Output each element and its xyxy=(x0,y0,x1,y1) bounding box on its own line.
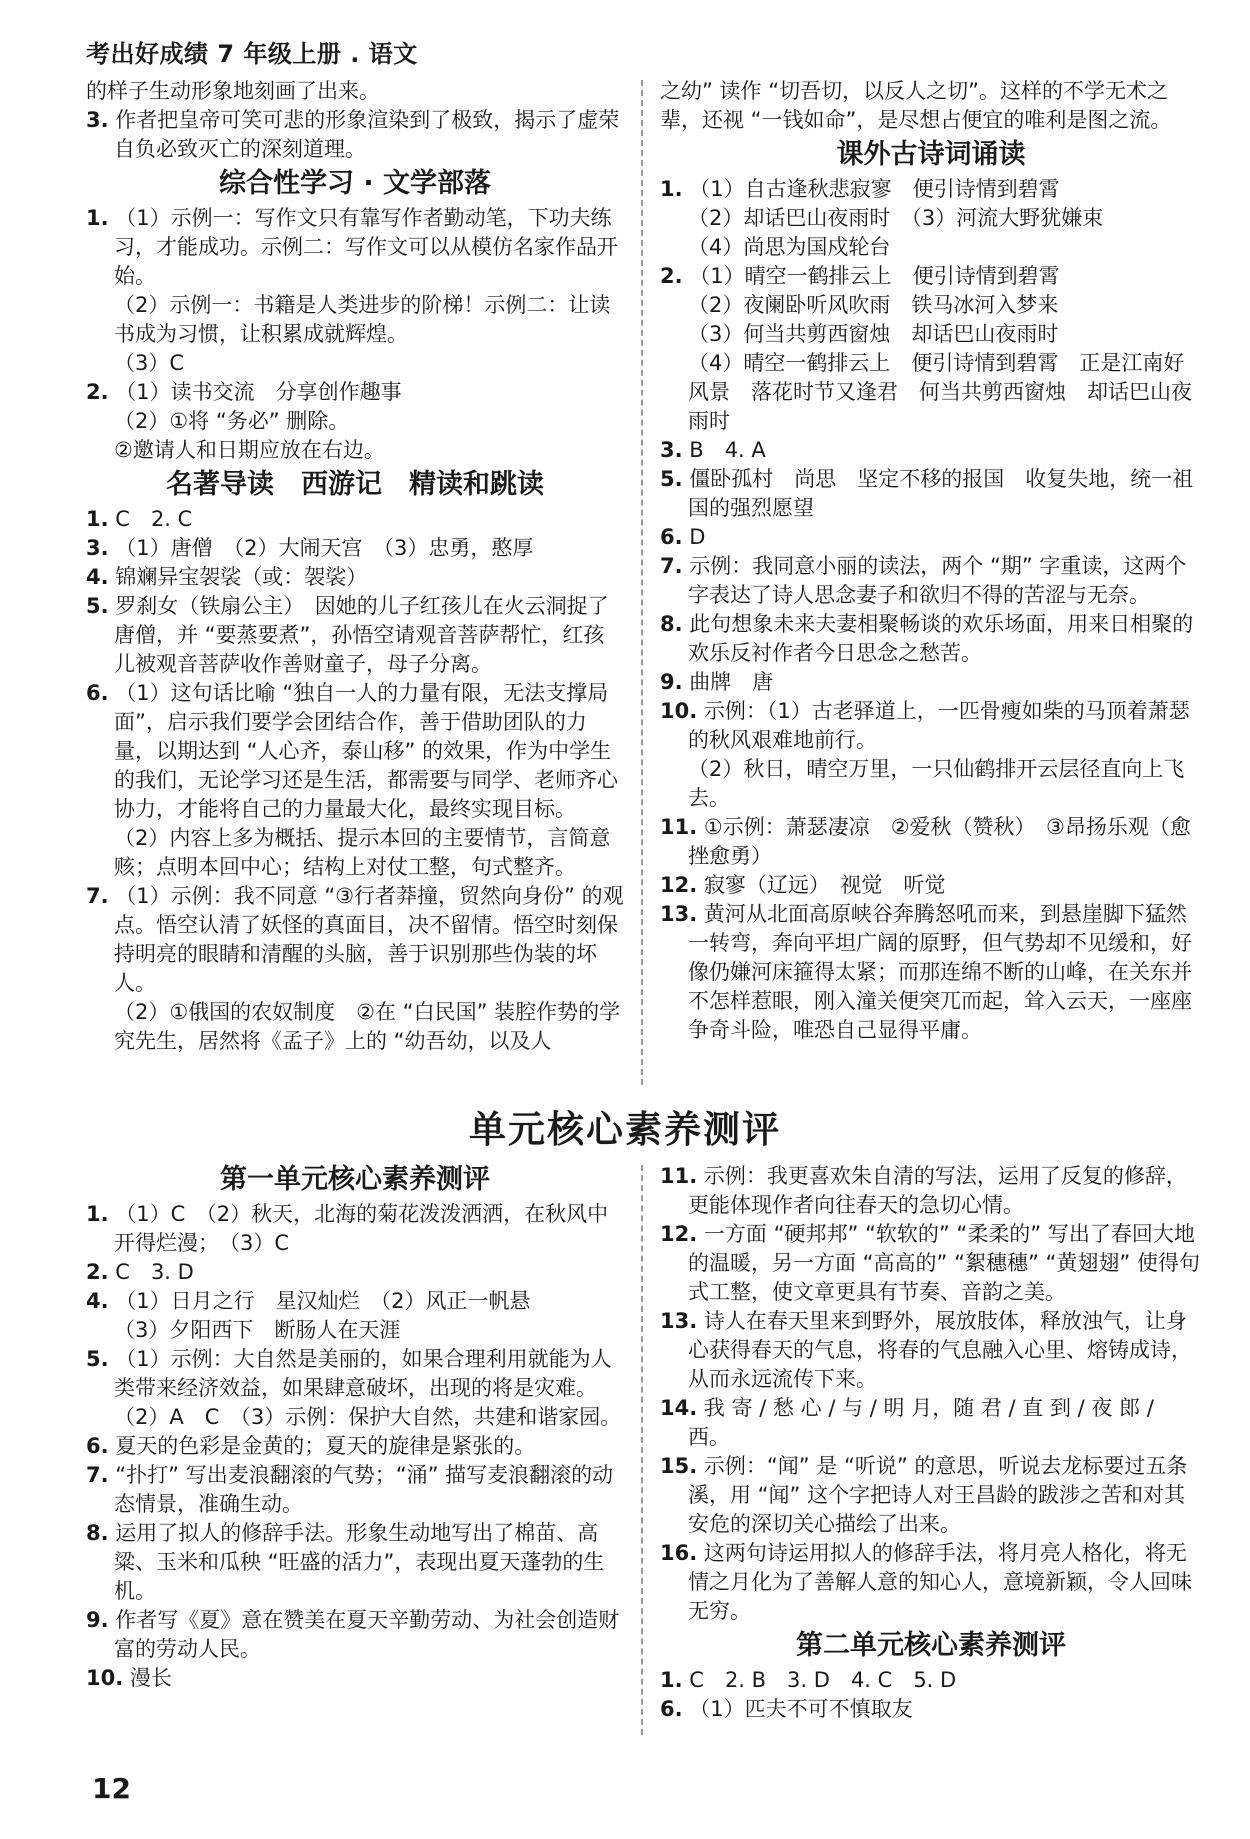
item-text: C 2. C xyxy=(115,507,193,531)
answer-item xyxy=(86,1461,624,1519)
item-text: （1）C （2）秋天，北海的菊花泼泼洒洒，在秋风中开得烂漫； （3）C xyxy=(114,1202,609,1255)
item-text: 一方面 “硬邦邦” “软软的” “柔柔的” 写出了春回大地的温暖，另一方面 “高高的” “絮穗穗” “黄翅翅” 使得句式工整，使文章更具有节奏、音韵之美。 xyxy=(688,1222,1200,1304)
item-number: 12. xyxy=(660,873,698,897)
item-text: 这两句诗运用拟人的修辞手法，将月亮人格化，将无情之月化为了善解人意的知心人，意境新颖，令人回味无穷。 xyxy=(688,1541,1192,1623)
item-number: 5. xyxy=(86,594,109,618)
bottom-right-column xyxy=(660,1162,1202,1724)
item-number: 6. xyxy=(660,1697,683,1721)
item-number: 2. xyxy=(86,380,109,404)
answer-subline: （4）尚思为国戍轮台 xyxy=(688,235,891,259)
item-text: （1）示例：大自然是美丽的，如果合理利用就能为人类带来经济效益，如果肆意破坏，出现的将是灾难。 xyxy=(114,1347,612,1400)
answer-subline: （2）A C （3）示例：保护大自然，共建和谐家园。 xyxy=(114,1405,622,1429)
item-text: 曲牌 唐 xyxy=(689,670,774,694)
answer-item xyxy=(660,465,1202,523)
item-text: C 3. D xyxy=(115,1260,194,1284)
item-number: 2. xyxy=(86,1260,109,1284)
answer-subline: （2）秋日，晴空万里，一只仙鹤排开云层径直向上飞去。 xyxy=(688,757,1185,810)
answer-item xyxy=(660,668,1202,697)
item-text: 僵卧孤村 尚思 坚定不移的报国 收复失地，统一祖国的强烈愿望 xyxy=(688,467,1194,520)
answer-item xyxy=(86,882,624,998)
item-number: 14. xyxy=(660,1396,698,1420)
item-text: “扑打” 写出麦浪翻滚的气势；“涌” 描写麦浪翻滚的动态情景，准确生动。 xyxy=(114,1463,614,1516)
answer-item xyxy=(660,900,1202,1045)
item-number: 6. xyxy=(660,525,683,549)
answer-item xyxy=(86,1606,624,1664)
item-number: 12. xyxy=(660,1222,698,1246)
item-text: （1）示例一：写作文只有靠写作者勤动笔，下功夫练习，才能成功。示例二：写作文可以从模仿名家作品开始。 xyxy=(114,206,618,288)
item-number: 6. xyxy=(86,681,109,705)
item-number: 6. xyxy=(86,1434,109,1458)
answer-item xyxy=(660,1307,1202,1394)
section-heading: 名著导读 西游记 精读和跳读 xyxy=(166,469,544,500)
item-text: 作者写《夏》意在赞美在夏天辛勤劳动、为社会创造财富的劳动人民。 xyxy=(114,1608,620,1661)
item-text: 作者把皇帝可笑可悲的形象渲染到了极致，揭示了虚荣自负必致灭亡的深刻道理。 xyxy=(114,108,620,161)
answer-item xyxy=(660,1539,1202,1626)
item-text: 漫长 xyxy=(129,1666,172,1690)
item-number: 13. xyxy=(660,902,698,926)
item-text: （1）自古逢秋悲寂寥 便引诗情到碧霄 xyxy=(689,177,1060,201)
answer-item xyxy=(86,1287,624,1316)
item-number: 3. xyxy=(86,536,109,560)
answer-subline: ②邀请人和日期应放在右边。 xyxy=(114,438,385,462)
answer-item xyxy=(660,697,1202,755)
answer-item xyxy=(660,610,1202,668)
continuation-text: 之幼” 读作 “切吾切，以反人之切”。这样的不学无术之辈，还视 “一钱如命”，是尽想占便宜的唯利是图之流。 xyxy=(660,79,1172,132)
bottom-left-column xyxy=(86,1160,624,1693)
answer-item xyxy=(86,378,624,407)
answer-subline: （2）内容上多为概括、提示本回的主要情节，言简意赅；点明本回中心；结构上对仗工整，句式整齐。 xyxy=(114,826,611,879)
column-divider-top xyxy=(641,80,643,1085)
answer-subline: （3）何当共剪西窗烛 却话巴山夜雨时 xyxy=(688,322,1059,346)
item-number: 16. xyxy=(660,1541,698,1565)
item-number: 7. xyxy=(86,884,109,908)
item-text: 示例：（1）古老驿道上，一匹骨瘦如柴的马顶着萧瑟的秋风艰难地前行。 xyxy=(688,699,1190,752)
answer-item xyxy=(86,1664,624,1693)
answer-subline: （2）①俄国的农奴制度 ②在 “白民国” 装腔作势的学究先生，居然将《孟子》上的 “幼吾幼，以及人 xyxy=(114,1000,621,1053)
item-text: （1）晴空一鹤排云上 便引诗情到碧霄 xyxy=(689,264,1060,288)
item-text: 此句想象未来夫妻相聚畅谈的欢乐场面，用来日相聚的欢乐反衬作者今日思念之愁苦。 xyxy=(688,612,1194,665)
answer-item xyxy=(660,1162,1202,1220)
item-number: 11. xyxy=(660,1164,698,1188)
item-text: 示例：我同意小丽的读法，两个 “期” 字重读，这两个字表达了诗人思念妻子和欲归不得的苦涩与无奈。 xyxy=(688,554,1187,607)
answer-subline: （2）夜阑卧听风吹雨 铁马冰河入梦来 xyxy=(688,293,1059,317)
answer-item xyxy=(660,813,1202,871)
item-text: 示例：我更喜欢朱自清的写法，运用了反复的修辞，更能体现作者向往春天的急切心情。 xyxy=(688,1164,1187,1217)
answer-item xyxy=(86,204,624,291)
answer-item xyxy=(660,1695,1202,1724)
section-big-title: 单元核心素养测评 xyxy=(469,1108,781,1151)
page-header: 考出好成绩 7 年级上册 . 语文 xyxy=(86,40,418,68)
item-text: （1）这句话比喻 “独自一人的力量有限，无法支撑局面”，启示我们要学会团结合作，善于借助团队的力量，以期达到 “人心齐，泰山移” 的效果，作为中学生的我们，无论学习还是生活，都需要与同学、老师齐心协力，才能将自己的力量最大化，最终实现目标。 xyxy=(114,681,618,821)
answer-item xyxy=(86,679,624,824)
answer-item xyxy=(86,592,624,679)
item-number: 4. xyxy=(86,565,109,589)
item-number: 10. xyxy=(660,699,698,723)
item-number: 3. xyxy=(86,108,109,132)
item-number: 1. xyxy=(86,507,109,531)
item-text: ①示例：萧瑟凄凉 ②爱秋（赞秋） ③昂扬乐观（愈挫愈勇） xyxy=(688,815,1191,868)
answer-subline: （2）①将 “务必” 删除。 xyxy=(114,409,350,433)
answer-item xyxy=(660,1452,1202,1539)
item-number: 7. xyxy=(660,554,683,578)
item-text: 锦斓异宝袈裟（或：袈裟） xyxy=(115,565,368,589)
answer-item xyxy=(86,1432,624,1461)
answer-item xyxy=(86,534,624,563)
item-text: （1）读书交流 分享创作趣事 xyxy=(115,380,402,404)
answer-item xyxy=(86,1519,624,1606)
item-number: 5. xyxy=(86,1347,109,1371)
item-number: 9. xyxy=(86,1608,109,1632)
answer-item xyxy=(86,505,624,534)
section-heading: 第二单元核心素养测评 xyxy=(796,1630,1066,1661)
item-text: （1）日月之行 星汉灿烂 （2）风正一帆悬 xyxy=(115,1289,531,1313)
item-number: 15. xyxy=(660,1454,698,1478)
section-heading: 综合性学习 · 文学部落 xyxy=(218,168,492,199)
answer-item xyxy=(660,262,1202,291)
section-heading: 课外古诗词诵读 xyxy=(836,139,1026,170)
item-text: （1）唐僧 （2）大闹天宫 （3）忠勇，憨厚 xyxy=(115,536,534,560)
item-number: 4. xyxy=(86,1289,109,1313)
item-number: 1. xyxy=(660,177,683,201)
answer-item xyxy=(660,1220,1202,1307)
answer-item xyxy=(86,1345,624,1403)
answer-item xyxy=(660,175,1202,204)
item-number: 1. xyxy=(86,206,109,230)
item-text: 我 寄 / 愁 心 / 与 / 明 月，随 君 / 直 到 / 夜 郎 / 西。 xyxy=(688,1396,1154,1449)
answer-subline: （3）C xyxy=(114,351,185,375)
answer-subline: （4）晴空一鹤排云上 便引诗情到碧霄 正是江南好风景 落花时节又逢君 何当共剪西窗烛 却话巴山夜雨时 xyxy=(688,351,1192,433)
item-number: 2. xyxy=(660,264,683,288)
answer-item xyxy=(86,106,624,164)
item-text: B 4. A xyxy=(689,438,766,462)
item-text: （1）示例：我不同意 “③行者莽撞，贸然向身份” 的观点。悟空认清了妖怪的真面目，决不留情。悟空时刻保持明亮的眼睛和清醒的头脑，善于识别那些伪装的坏人。 xyxy=(114,884,624,995)
item-number: 1. xyxy=(86,1202,109,1226)
answer-item xyxy=(660,871,1202,900)
item-number: 7. xyxy=(86,1463,109,1487)
item-number: 8. xyxy=(86,1521,109,1545)
item-number: 13. xyxy=(660,1309,698,1333)
item-number: 3. xyxy=(660,438,683,462)
item-text: （1）匹夫不可不慎取友 xyxy=(689,1697,913,1721)
item-text: 诗人在春天里来到野外，展放肢体，释放浊气，让身心获得春天的气息，将春的气息融入心里、熔铸成诗，从而永远流传下来。 xyxy=(688,1309,1192,1391)
answer-item xyxy=(660,523,1202,552)
item-number: 10. xyxy=(86,1666,124,1690)
item-number: 1. xyxy=(660,1668,683,1692)
item-number: 8. xyxy=(660,612,683,636)
top-right-column xyxy=(660,77,1202,1045)
answer-item xyxy=(660,1666,1202,1695)
item-text: 罗刹女（铁扇公主） 因她的儿子红孩儿在火云洞捉了唐僧，并 “要蒸要煮”，孙悟空请观音菩萨帮忙，红孩儿被观音菩萨收作善财童子，母子分离。 xyxy=(114,594,609,676)
item-number: 11. xyxy=(660,815,698,839)
answer-item xyxy=(660,1394,1202,1452)
page-number: 12 xyxy=(92,1772,131,1805)
item-number: 9. xyxy=(660,670,683,694)
top-left-column xyxy=(86,77,624,1056)
continuation-text: 的样子生动形象地刻画了出来。 xyxy=(86,79,380,103)
answer-item xyxy=(86,1200,624,1258)
answer-subline: （2）却话巴山夜雨时 （3）河流大野犹嫌束 xyxy=(688,206,1104,230)
answer-subline: （3）夕阳西下 断肠人在天涯 xyxy=(114,1318,401,1342)
item-text: C 2. B 3. D 4. C 5. D xyxy=(689,1668,957,1692)
item-number: 5. xyxy=(660,467,683,491)
column-divider-bottom xyxy=(641,1165,643,1735)
item-text: 寂寥（辽远） 视觉 听觉 xyxy=(703,873,946,897)
item-text: 夏天的色彩是金黄的；夏天的旋律是紧张的。 xyxy=(115,1434,536,1458)
answer-item xyxy=(660,436,1202,465)
answer-item xyxy=(86,1258,624,1287)
item-text: 黄河从北面高原峡谷奔腾怒吼而来，到悬崖脚下猛然一转弯，奔向平坦广阔的原野，但气势却不见缓和，好像仍嫌河床箍得太紧；而那连绵不断的山峰，在关东并不怎样惹眼，刚入潼关便突兀而起，耸入云天，一座座争奇斗险，唯恐自己显得平庸。 xyxy=(688,902,1192,1042)
item-text: D xyxy=(689,525,706,549)
section-heading: 第一单元核心素养测评 xyxy=(220,1164,490,1195)
answer-item xyxy=(660,552,1202,610)
item-text: 运用了拟人的修辞手法。形象生动地写出了棉苗、高粱、玉米和瓜秧 “旺盛的活力”，表现出夏天蓬勃的生机。 xyxy=(114,1521,605,1603)
answer-subline: （2）示例一：书籍是人类进步的阶梯！示例二：让读书成为习惯，让积累成就辉煌。 xyxy=(114,293,611,346)
answer-item xyxy=(86,563,624,592)
item-text: 示例：“闻” 是 “听说” 的意思，听说去龙标要过五条溪，用 “闻” 这个字把诗人对王昌龄的跋涉之苦和对其安危的深切关心描绘了出来。 xyxy=(688,1454,1188,1536)
